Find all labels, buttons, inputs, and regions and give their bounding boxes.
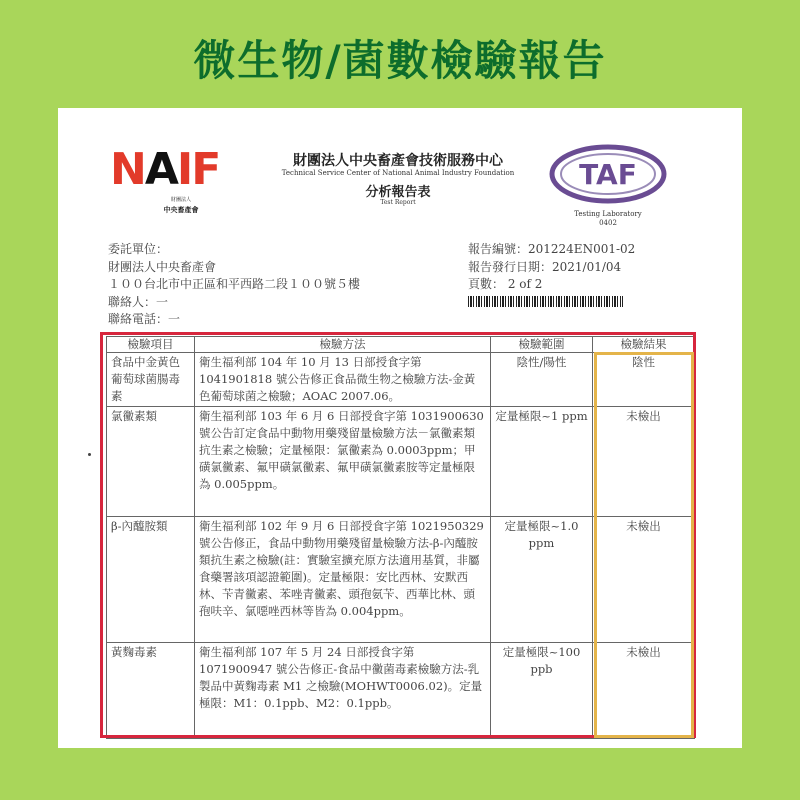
table-row: [107, 353, 695, 407]
report-number: 報告編號：201224EN001-02: [468, 242, 636, 256]
client-address: １００台北市中正區和平西路二段１００號５樓: [108, 277, 361, 291]
page-count: 頁數： 2 of 2: [468, 277, 543, 291]
naif-logo-subtitle: 財團法人 中央畜產會: [163, 197, 199, 214]
table-row: [107, 407, 695, 517]
naif-logo: [110, 144, 220, 218]
test-result: 陰性: [593, 353, 695, 407]
report-title-en: Test Report: [380, 199, 416, 206]
organization-name: 財團法人中央畜產會技術服務中心: [293, 153, 503, 169]
test-report-document: [58, 108, 742, 748]
test-method: 衛生福利部 107 年 5 月 24 日部授食字第 1071900947 號公告修正-食品中黴菌毒素檢驗方法-乳製品中黃麴毒素 M1 之檢驗(MOHWT0006.02)。定量極限：M1：0.1ppb、M2：0.1ppb。: [195, 643, 491, 739]
header-test-range: 檢驗範圍: [491, 337, 593, 353]
client-info: [108, 241, 438, 329]
test-item: β-內醯胺類: [107, 517, 195, 643]
taf-logo: [548, 143, 668, 205]
taf-caption: Testing Laboratory 0402: [574, 210, 642, 227]
table-header-row: [107, 337, 695, 353]
table-row: [107, 643, 695, 739]
test-result: 未檢出: [593, 517, 695, 643]
header-test-result: 檢驗結果: [593, 337, 695, 353]
naif-logo-letters: NAIF: [110, 144, 220, 195]
test-method: 衛生福利部 104 年 10 月 13 日部授食字第 1041901818 號公告修正食品微生物之檢驗方法-金黃色葡萄球菌之檢驗；AOAC 2007.06。: [195, 353, 491, 407]
page-title: 微生物/菌數檢驗報告: [193, 36, 607, 85]
test-method: 衛生福利部 102 年 9 月 6 日部授食字第 1021950329 號公告修正，食品中動物用藥殘留量檢驗方法-β-內醯胺類抗生素之檢驗(註：實驗室擴充原方法適用基質，非屬食藥署該項認證範圍)。定量極限：安比西林、安默西林、苄青黴素、苯唑青黴素、頭孢氨苄、西華比林、頭孢呋辛、氯噁唑西林等皆為 0.004ppm。: [195, 517, 491, 643]
client-label: 委託單位：: [108, 242, 169, 256]
test-result: 未檢出: [593, 407, 695, 517]
issue-date: 報告發行日期：2021/01/04: [468, 259, 622, 274]
organization-name-en: Technical Service Center of National Animal Industry Foundation: [281, 169, 515, 177]
test-item: 氯黴素類: [107, 407, 195, 517]
test-item: 食品中金黃色葡萄球菌腸毒素: [107, 353, 195, 407]
header-test-method: 檢驗方法: [195, 337, 491, 353]
header-test-item: 檢驗項目: [107, 337, 195, 353]
report-title: 分析報告表: [365, 185, 431, 200]
report-info: [468, 241, 708, 307]
contact-phone: 聯絡電話：一: [108, 312, 181, 326]
test-method: 衛生福利部 103 年 6 月 6 日部授食字第 1031900630 號公告訂定食品中動物用藥殘留量檢驗方法－氯黴素類抗生素之檢驗；定量極限：氯黴素為 0.0003ppm；甲磺氯黴素、氟甲磺氯黴素、氟甲磺氯黴素胺等定量極限為 0.005ppm。: [195, 407, 491, 517]
client-name: 財團法人中央畜產會: [108, 259, 217, 274]
stray-mark: [88, 453, 91, 456]
test-range: 定量極限~100 ppb: [491, 643, 593, 739]
test-range: 定量極限~1.0 ppm: [491, 517, 593, 643]
barcode: [468, 296, 623, 307]
results-table: [106, 336, 695, 739]
test-range: 定量極限~1 ppm: [491, 407, 593, 517]
contact-person: 聯絡人：一: [108, 294, 169, 309]
test-item: 黃麴毒素: [107, 643, 195, 739]
svg-text:TAF: TAF: [579, 158, 637, 191]
test-result: 未檢出: [593, 643, 695, 739]
test-range: 陰性/陽性: [491, 353, 593, 407]
table-row: [107, 517, 695, 643]
